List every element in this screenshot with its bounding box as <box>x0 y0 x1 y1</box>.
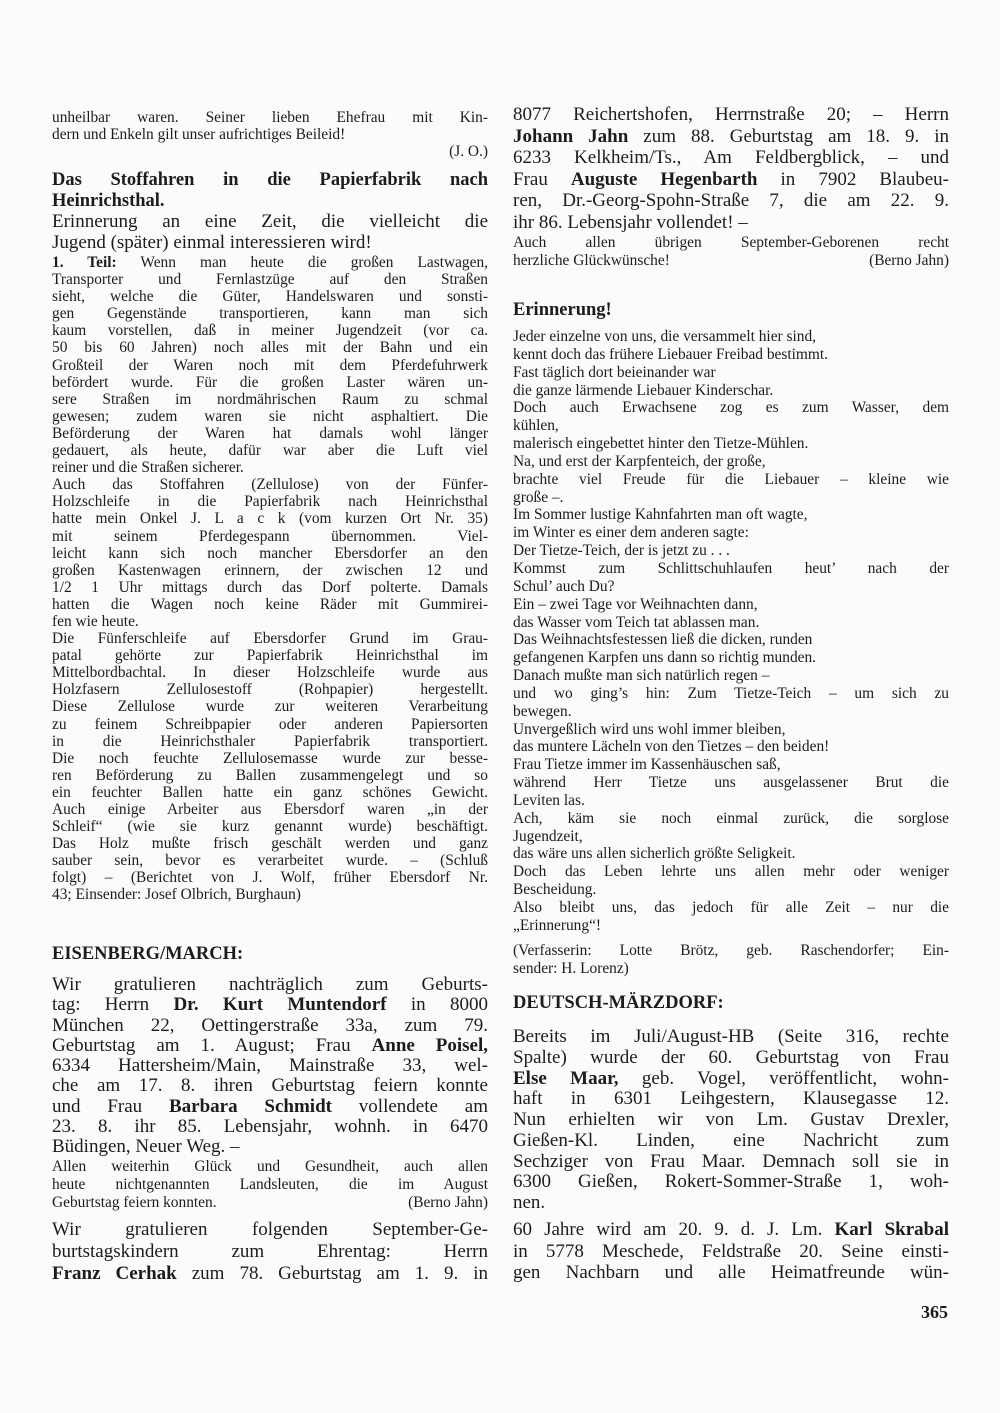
text-line: befördert wurde. Für die großen Laster wären un- <box>52 373 488 391</box>
text-line: malerisch eingebettet hinter den Tietze-Mühlen. <box>513 435 809 453</box>
text-line: patal gehörte zur Papierfabrik Heinrichsthal im <box>52 647 488 665</box>
line-text: tag: Herrn <box>52 994 174 1016</box>
text-line: ihr 86. Lebensjahr vollendet! – <box>513 211 748 233</box>
text-line <box>513 1219 949 1241</box>
text-line: Allen weiterhin Glück und Gesundheit, auch allen <box>52 1158 488 1175</box>
text-line: 50 bis 60 Jahren) noch alles mit der Bahn und ein <box>52 339 488 357</box>
text-line: Doch auch Erwachsene zog es zum Wasser, dem <box>513 399 949 417</box>
text-line: che am 17. 8. ihren Geburtstag feiern konnte <box>52 1075 488 1097</box>
text-line: die ganze lärmende Liebauer Kinderschar. <box>513 381 774 399</box>
text-line: Auch das Stoffahren (Zellulose) von der Fünfer- <box>52 476 488 494</box>
text-line: Fast täglich dort beieinander war <box>513 363 716 381</box>
bold-name: Anne Poisel, <box>371 1034 489 1056</box>
text-line <box>513 252 949 270</box>
line-text: in 7902 Blaubeu- <box>757 168 949 190</box>
text-line: nen. <box>513 1192 546 1213</box>
text-line <box>52 254 488 271</box>
text-line: 6300 Gießen, Rokert-Sommer-Straße 1, woh- <box>513 1171 949 1193</box>
text-line: große –. <box>513 488 564 506</box>
line-text: Geburtstag feiern konnten. <box>52 1194 217 1211</box>
text-line: ein feuchter Ballen hatte ein ganz schönes Gewicht. <box>52 783 488 801</box>
birthday-paragraph-august <box>52 975 488 1157</box>
text-line: Schul’ auch Du? <box>513 577 615 595</box>
line-text: geb. Vogel, veröffentlicht, wohn- <box>618 1067 949 1089</box>
text-line: großen Kastenwagen erinnern, der zwischen 12 und <box>52 561 488 579</box>
text-line: sere Straßen im nordmährischen Raum zu schmal <box>52 390 488 408</box>
text-line: reiner und die Straßen sicherer. <box>52 459 244 477</box>
text-line: dern und Enkeln gilt unser aufrichtiges Beileid! <box>52 126 346 144</box>
text-line: Beförderung der Waren hat damals wohl länger <box>52 424 488 442</box>
text-line: kaum vorstellen, daß in meiner Jugendzeit (vor ca. <box>52 322 488 340</box>
text-line: Na, und erst der Karpfenteich, der große, <box>513 452 766 470</box>
line-text: zum 88. Geburtstag am 18. 9. in <box>628 125 949 147</box>
text-line <box>52 995 488 1015</box>
text-line: in die Heinrichsthaler Papierfabrik transportiert. <box>52 732 488 750</box>
birthday-paragraph-else-maar <box>513 1027 949 1214</box>
text-line: sieht, welche die Güter, Handelswaren und sonsti- <box>52 288 488 306</box>
text-line: fen wie heute. <box>52 612 139 630</box>
text-line: Kommst zum Schlittschuhlaufen heut’ nach der <box>513 559 949 577</box>
text-line: Nun erhielten wir von Lm. Gustav Drexler, <box>513 1109 949 1130</box>
text-line <box>513 1069 949 1090</box>
text-line: hatte mein Onkel J. L a c k (vom kurzen Ort Nr. 35) <box>52 510 488 528</box>
text-line: im Winter es einer dem anderen sagte: <box>513 524 749 542</box>
section-heading-erinnerung <box>513 300 949 321</box>
text-line: bewegen. <box>513 702 572 720</box>
text-line: München 22, Oettingerstraße 33a, zum 79. <box>52 1014 488 1036</box>
text-line: Büdingen, Neuer Weg. – <box>52 1136 240 1157</box>
text-line <box>52 1036 488 1056</box>
line-text: und Frau <box>52 1095 169 1117</box>
article-body-stoffahren <box>52 254 488 904</box>
text-line: kühlen, <box>513 417 559 435</box>
line-text: herzliche Glückwünsche! <box>513 252 670 269</box>
text-line: Großteil der Waren noch mit dem Pferdefuhrwerk <box>52 356 488 374</box>
poem-erinnerung <box>513 328 949 935</box>
line-text: Wenn man heute die großen Lastwagen, <box>116 254 488 271</box>
text-line: hatten die Wagen noch keine Räder mit Gummirei- <box>52 595 488 613</box>
bold-name: Auguste Hegenbarth <box>570 168 758 190</box>
text-line: sauber sein, bevor es verarbeitet wurde. – (Schluß <box>52 852 488 870</box>
text-line: das Wasser vom Teich tat ablassen man. <box>513 613 760 631</box>
attribution: (Berno Jahn) <box>408 1194 488 1211</box>
text-line <box>513 169 949 191</box>
text-line: EISENBERG/MARCH: <box>52 944 244 964</box>
text-line: Erinnerung! <box>513 300 612 320</box>
text-line: Holzschleife in die Papierfabrik nach Heinrichsthal <box>52 493 488 511</box>
text-line: Doch das Leben lehrte uns allen mehr oder weniger <box>513 863 949 881</box>
text-line: sender: H. Lorenz) <box>513 960 629 977</box>
attribution: (J. O.) <box>449 143 488 161</box>
text-line: burtstagskindern zum Ehrentag: Herrn <box>52 1241 488 1262</box>
text-line: (Verfasserin: Lotte Brötz, geb. Raschendorfer; Ein- <box>513 942 949 959</box>
text-line: und wo ging’s hin: Zum Tietze-Teich – um sich zu <box>513 684 949 702</box>
article-subtitle <box>52 211 488 253</box>
bold-name: Karl Skrabal <box>834 1219 949 1240</box>
poem-attribution <box>513 942 949 978</box>
line-text: 60 Jahre wird am 20. 9. d. J. Lm. <box>513 1219 835 1240</box>
text-line: brachte viel Freude für die Liebauer – kleine wie <box>513 470 949 488</box>
text-line: „Erinnerung“! <box>513 916 602 934</box>
text-line: gewesen; zudem waren sie nicht asphaltiert. Die <box>52 407 488 425</box>
text-line: zu feinem Schreibpapier oder anderen Papiersorten <box>52 715 488 733</box>
article-title-stoffahren <box>52 170 488 212</box>
text-line <box>52 1263 488 1285</box>
text-line: 6334 Hattersheim/Main, Mainstraße 33, wel- <box>52 1055 488 1076</box>
bold-name: Franz Cerhak <box>52 1263 177 1284</box>
text-line: Gießen-Kl. Linden, eine Nachricht zum <box>513 1129 949 1151</box>
text-line: Diese Zellulose wurde zur weiteren Verarbeitung <box>52 698 488 716</box>
text-line: folgt) – (Berichtet von J. Wolf, früher Ebersdorf Nr. <box>52 869 488 887</box>
text-line: Erinnerung an eine Zeit, die vielleicht die <box>52 211 488 232</box>
text-line: Mittelbordbachtal. In dieser Holzschleife wurde aus <box>52 664 488 682</box>
line-text: vollendete am <box>331 1095 488 1117</box>
text-line: Jeder einzelne von uns, die versammelt hier sind, <box>513 328 817 345</box>
section-heading-deutsch-maerzdorf <box>513 993 949 1014</box>
greeting-paragraph-september <box>513 234 949 270</box>
bold-name: Dr. Kurt Muntendorf <box>173 994 387 1016</box>
text-line: Danach mußte man sich natürlich regen – <box>513 667 770 685</box>
text-line <box>52 1194 488 1212</box>
text-line: Wir gratulieren folgenden September-Ge- <box>52 1219 488 1240</box>
birthday-paragraph-september-cont <box>513 104 949 234</box>
text-line: Unvergeßlich wird uns wohl immer bleiben, <box>513 720 786 738</box>
text-line: Sechziger von Frau Maar. Demnach soll sie in <box>513 1150 949 1172</box>
text-line: Jugend (später) einmal interessieren wird! <box>52 232 372 253</box>
section-heading-eisenberg <box>52 944 488 965</box>
text-line: Auch allen übrigen September-Geborenen recht <box>513 234 949 251</box>
text-line: Transporter und Fernlastzüge auf den Straßen <box>52 271 488 289</box>
text-line: Die noch feuchte Zellulosemasse wurde zur besse- <box>52 749 488 767</box>
text-line <box>52 143 488 160</box>
bold-name: Barbara Schmidt <box>168 1095 332 1117</box>
line-text: in 8000 <box>386 994 488 1016</box>
page-number: 365 <box>921 1302 948 1322</box>
bold-name: Else Maar, <box>513 1067 619 1089</box>
attribution: (Berno Jahn) <box>869 252 949 269</box>
text-line: Das Stoffahren in die Papierfabrik nach <box>52 170 488 190</box>
text-line: Jugendzeit, <box>513 827 583 845</box>
text-line: ren, Dr.-Georg-Spohn-Straße 7, die am 22. 9. <box>513 190 949 212</box>
text-line: während Herr Tietze uns ausgelassener Brut die <box>513 774 949 792</box>
text-line: leicht kann sich noch mancher Ebersdorfer an den <box>52 544 488 562</box>
text-line: Das Holz mußte frisch geschält werden und ganz <box>52 835 488 853</box>
text-line: Bescheidung. <box>513 881 597 899</box>
text-line: Schleif“ (wie sie kurz genannt wurde) beschäftigt. <box>52 818 488 836</box>
text-line: 1/2 1 Uhr mittags durch das Dorf polterte. Damals <box>52 578 488 596</box>
greeting-paragraph-august <box>52 1158 488 1212</box>
text-line: Im Sommer lustige Kahnfahrten man oft wagte, <box>513 506 808 524</box>
text-line: mit seinem Pferdegespann übernommen. Viel- <box>52 527 488 545</box>
text-line: Spalte) wurde der 60. Geburtstag von Frau <box>513 1046 949 1068</box>
bold-name: Johann Jahn <box>513 125 629 147</box>
text-line: das muntere Lächeln von den Tietzes – den beiden! <box>513 738 830 756</box>
text-line: gen Nachbarn und alle Heimatfreunde wün- <box>513 1262 949 1283</box>
text-line: 23. 8. ihr 85. Lebensjahr, wohnh. in 6470 <box>52 1115 488 1137</box>
text-line: ren Beförderung zu Ballen zusammengelegt und so <box>52 766 488 784</box>
text-line: Ein – zwei Tage vor Weihnachten dann, <box>513 595 758 613</box>
text-line: Ach, käm sie noch einmal zurück, die sorglose <box>513 809 949 827</box>
text-line <box>52 1097 488 1117</box>
text-line: kennt doch das frühere Liebauer Freibad bestimmt. <box>513 345 828 363</box>
text-line: gen Gegenstände transportieren, kann man sich <box>52 305 488 323</box>
text-line: haft in 6301 Leihgestern, Klausegasse 12. <box>513 1088 949 1110</box>
text-line: 43; Einsender: Josef Olbrich, Burghaun) <box>52 886 301 904</box>
text-line: Der Tietze-Teich, der is jetzt zu . . . <box>513 542 730 560</box>
text-line: unheilbar waren. Seiner lieben Ehefrau mit Kin- <box>52 109 488 126</box>
text-line: 6233 Kelkheim/Ts., Am Feldbergblick, – und <box>513 147 949 169</box>
birthday-paragraph-karl-skrabal <box>513 1219 949 1284</box>
text-line: gefangenen Karpfen uns dann so richtig munden. <box>513 649 817 667</box>
obituary-closing <box>52 109 488 160</box>
line-text: zum 78. Geburtstag am 1. 9. in <box>176 1263 488 1284</box>
text-line: heute nichtgenannten Landsleuten, die im August <box>52 1176 488 1193</box>
text-line: das wäre uns allen sicherlich größte Seligkeit. <box>513 845 796 863</box>
text-line: Bereits im Juli/August-HB (Seite 316, rechte <box>513 1026 949 1047</box>
bold-name: 1. Teil: <box>52 254 117 271</box>
text-line: 8077 Reichertshofen, Herrnstraße 20; – Herrn <box>513 104 949 125</box>
birthday-paragraph-september <box>52 1219 488 1285</box>
text-line <box>513 126 949 148</box>
text-line: DEUTSCH-MÄRZDORF: <box>513 993 724 1013</box>
text-line: gedauert, als heute, dafür war aber die Luft viel <box>52 442 488 460</box>
text-line: Die Fünferschleife auf Ebersdorfer Grund im Grau- <box>52 630 488 648</box>
line-text: Geburtstag am 1. August; Frau <box>52 1034 372 1056</box>
text-line: Frau Tietze immer im Kassenhäuschen saß, <box>513 756 781 774</box>
text-line: Also bleibt uns, das jedoch für alle Zeit – nur die <box>513 899 949 916</box>
text-line: Das Weihnachtsfestessen ließ die dicken, runden <box>513 631 813 649</box>
text-line: Holzfasern Zellulosestoff (Rohpapier) hergestellt. <box>52 681 488 699</box>
line-text: Frau <box>513 168 571 190</box>
text-line: Heinrichsthal. <box>52 191 165 211</box>
text-line: Leviten las. <box>513 791 585 809</box>
text-line: in 5778 Meschede, Feldstraße 20. Seine einsti- <box>513 1240 949 1262</box>
text-line: Auch einige Arbeiter aus Ebersdorf waren „in der <box>52 801 488 818</box>
text-line: Wir gratulieren nachträglich zum Geburts- <box>52 974 488 995</box>
